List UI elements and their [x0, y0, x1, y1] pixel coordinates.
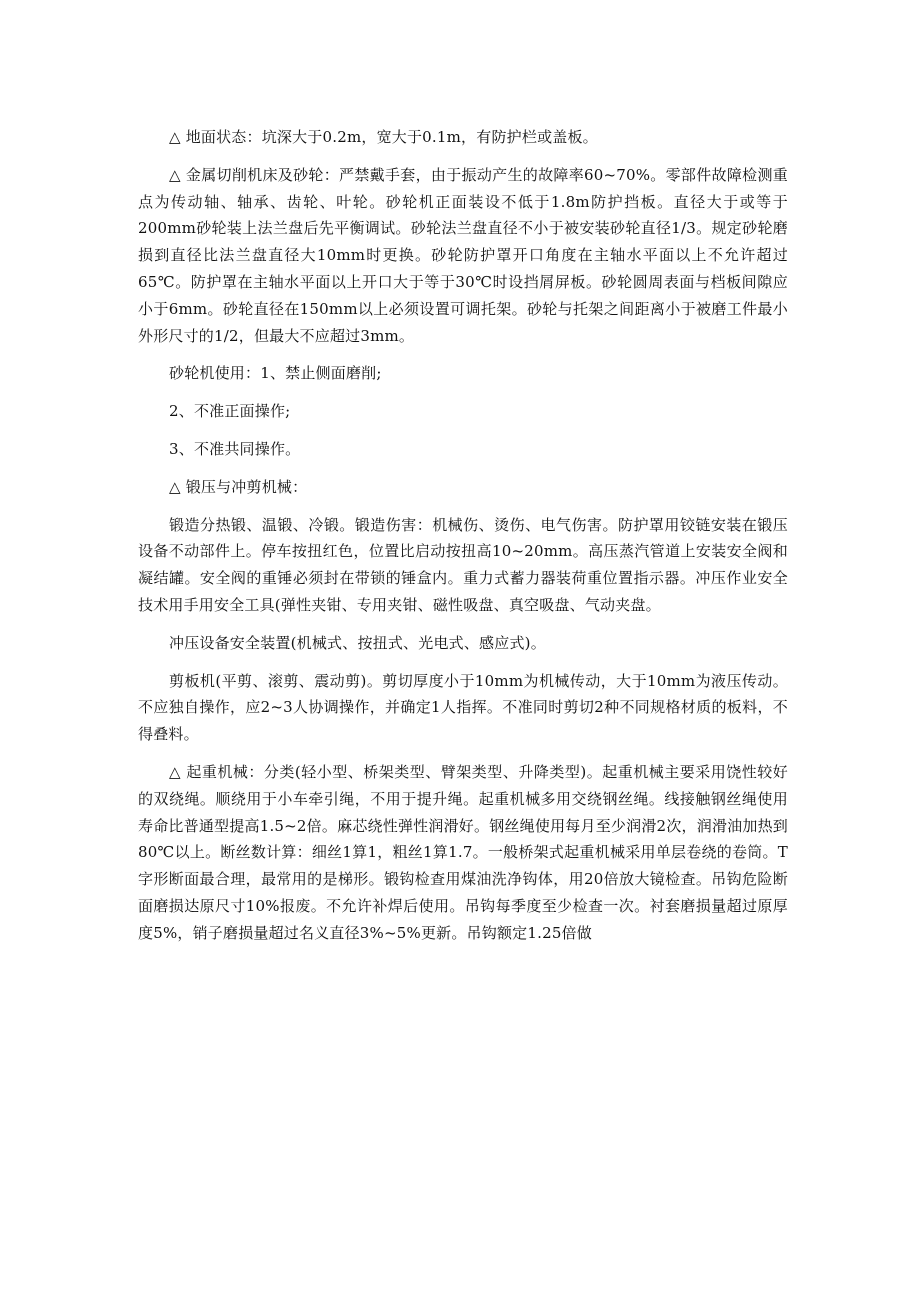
paragraph-stamping-devices: 冲压设备安全装置(机械式、按扭式、光电式、感应式)。: [169, 633, 546, 652]
paragraph-lifting-machinery: △ 起重机械：分类(轻小型、桥架类型、臂架类型、升降类型)。起重机械主要采用饶性较好的双绕绳。顺绕用于小车牵引绳，不用于提升绳。起重机械多用交绕钢丝绳。线接触钢丝绳使用寿命比普通型提高1.5~2倍。麻芯绕性弹性润滑好。钢丝绳使用每月至少润滑2次，润滑油加热到80℃以上。断丝数计算：细丝1算1，粗丝1算1.7。一般桥架式起重机械采用单层卷绕的卷筒。T字形断面最合理，最常用的是梯形。锻钩检查用煤油洗净钩体，用20倍放大镜检查。吊钩危险断面磨损达原尺寸10%报废。不允许补焊后使用。吊钩每季度至少检查一次。衬套磨损量超过原厚度5%，销子磨损量超过名义直径3%~5%更新。吊钩额定1.25倍做: [138, 762, 788, 942]
paragraph-cutting-machines: △ 金属切削机床及砂轮：严禁戴手套，由于振动产生的故障率60~70%。零部件故障检测重点为传动轴、轴承、齿轮、叶轮。砂轮机正面装设不低于1.8m防护挡板。直径大于或等于200mm砂轮装上法兰盘后先平衡调试。砂轮法兰盘直径不小于被安装砂轮直径1/3。规定砂轮磨损到直径比法兰盘直径大10mm时更换。砂轮防护罩开口角度在主轴水平面以上不允许超过65℃。防护罩在主轴水平面以上开口大于等于30℃时设挡屑屏板。砂轮圆周表面与档板间隙应小于6mm。砂轮直径在150mm以上必须设置可调托架。砂轮与托架之间距离小于被磨工件最小外形尺寸的1/2，但最大不应超过3mm。: [138, 165, 788, 345]
paragraph-grinder-use-3: 3、不准共同操作。: [169, 439, 301, 458]
paragraph-forging: 锻造分热锻、温锻、冷锻。锻造伤害：机械伤、烫伤、电气伤害。防护罩用铰链安装在锻压设备不动部件上。停车按扭红色，位置比启动按扭高10~20mm。高压蒸汽管道上安装安全阀和凝结罐。安全阀的重锤必须封在带锁的锤盒内。重力式蓄力器装荷重位置指示器。冲压作业安全技术用手用安全工具(弹性夹钳、专用夹钳、磁性吸盘、真空吸盘、气动夹盘。: [138, 515, 788, 614]
paragraph-grinder-use-1: 砂轮机使用：1、禁止侧面磨削;: [169, 364, 382, 383]
paragraph-forging-heading: △ 锻压与冲剪机械：: [169, 477, 308, 496]
paragraph-shearing: 剪板机(平剪、滚剪、震动剪)。剪切厚度小于10mm为机械传动，大于10mm为液压传动。不应独自操作，应2~3人协调操作，并确定1人指挥。不准同时剪切2种不同规格材质的板料，不得叠料。: [138, 671, 788, 744]
paragraph-ground-condition: △ 地面状态：坑深大于0.2m，宽大于0.1m，有防护栏或盖板。: [169, 128, 598, 146]
paragraph-grinder-use-2: 2、不准正面操作;: [169, 402, 291, 421]
document-body: [138, 124, 788, 958]
